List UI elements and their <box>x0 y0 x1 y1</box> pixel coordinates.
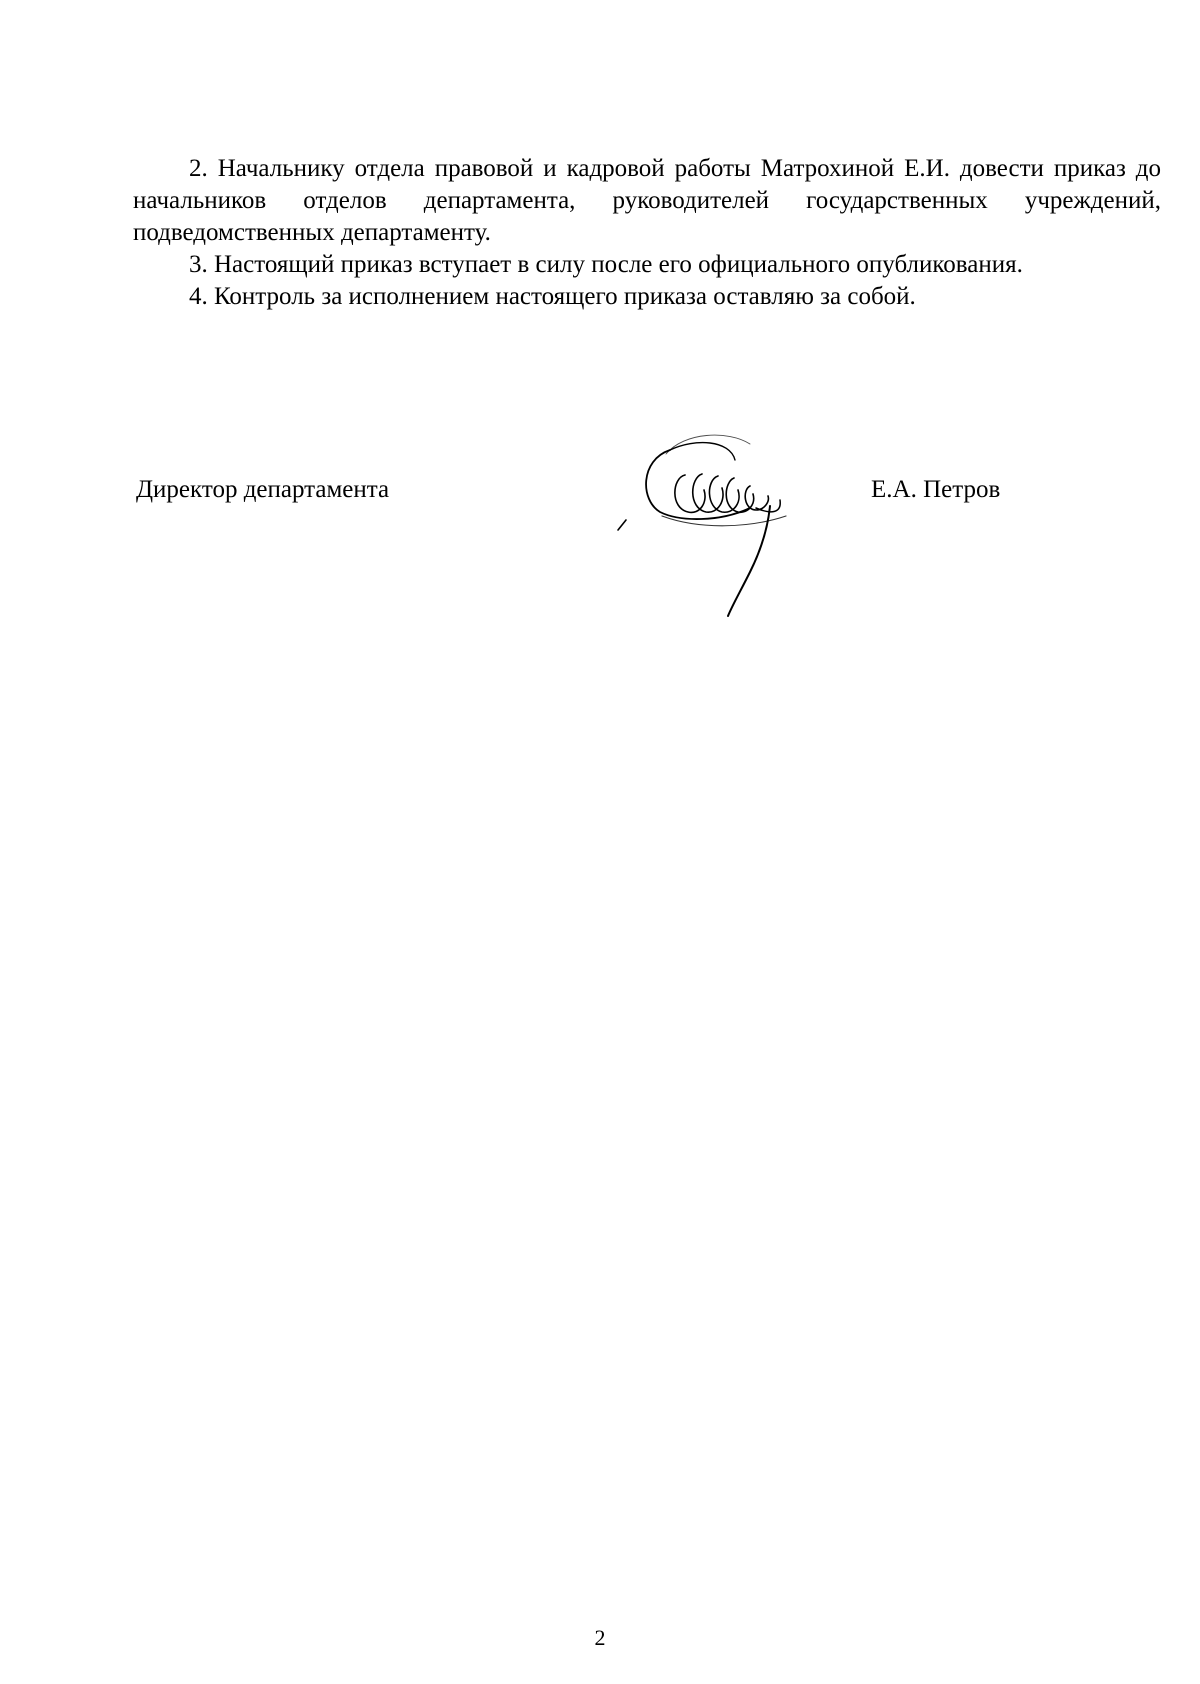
signatory-name: Е.А. Петров <box>871 476 1001 503</box>
handwritten-signature <box>600 430 850 630</box>
paragraph-item-4: 4. Контроль за исполнением настоящего приказа оставляю за собой. <box>189 283 916 310</box>
paragraph-item-3: 3. Настоящий приказ вступает в силу после его официального опубликования. <box>189 251 1023 278</box>
paragraph-item-2: 2. Начальнику отдела правовой и кадровой работы Матрохиной Е.И. довести приказ до начальников отделов департамента, руководителей государственных учреждений, подведомственных департаменту. <box>133 155 1161 246</box>
signatory-position: Директор департамента <box>136 476 390 503</box>
page-number: 2 <box>594 1625 606 1650</box>
document-body <box>133 153 1161 313</box>
